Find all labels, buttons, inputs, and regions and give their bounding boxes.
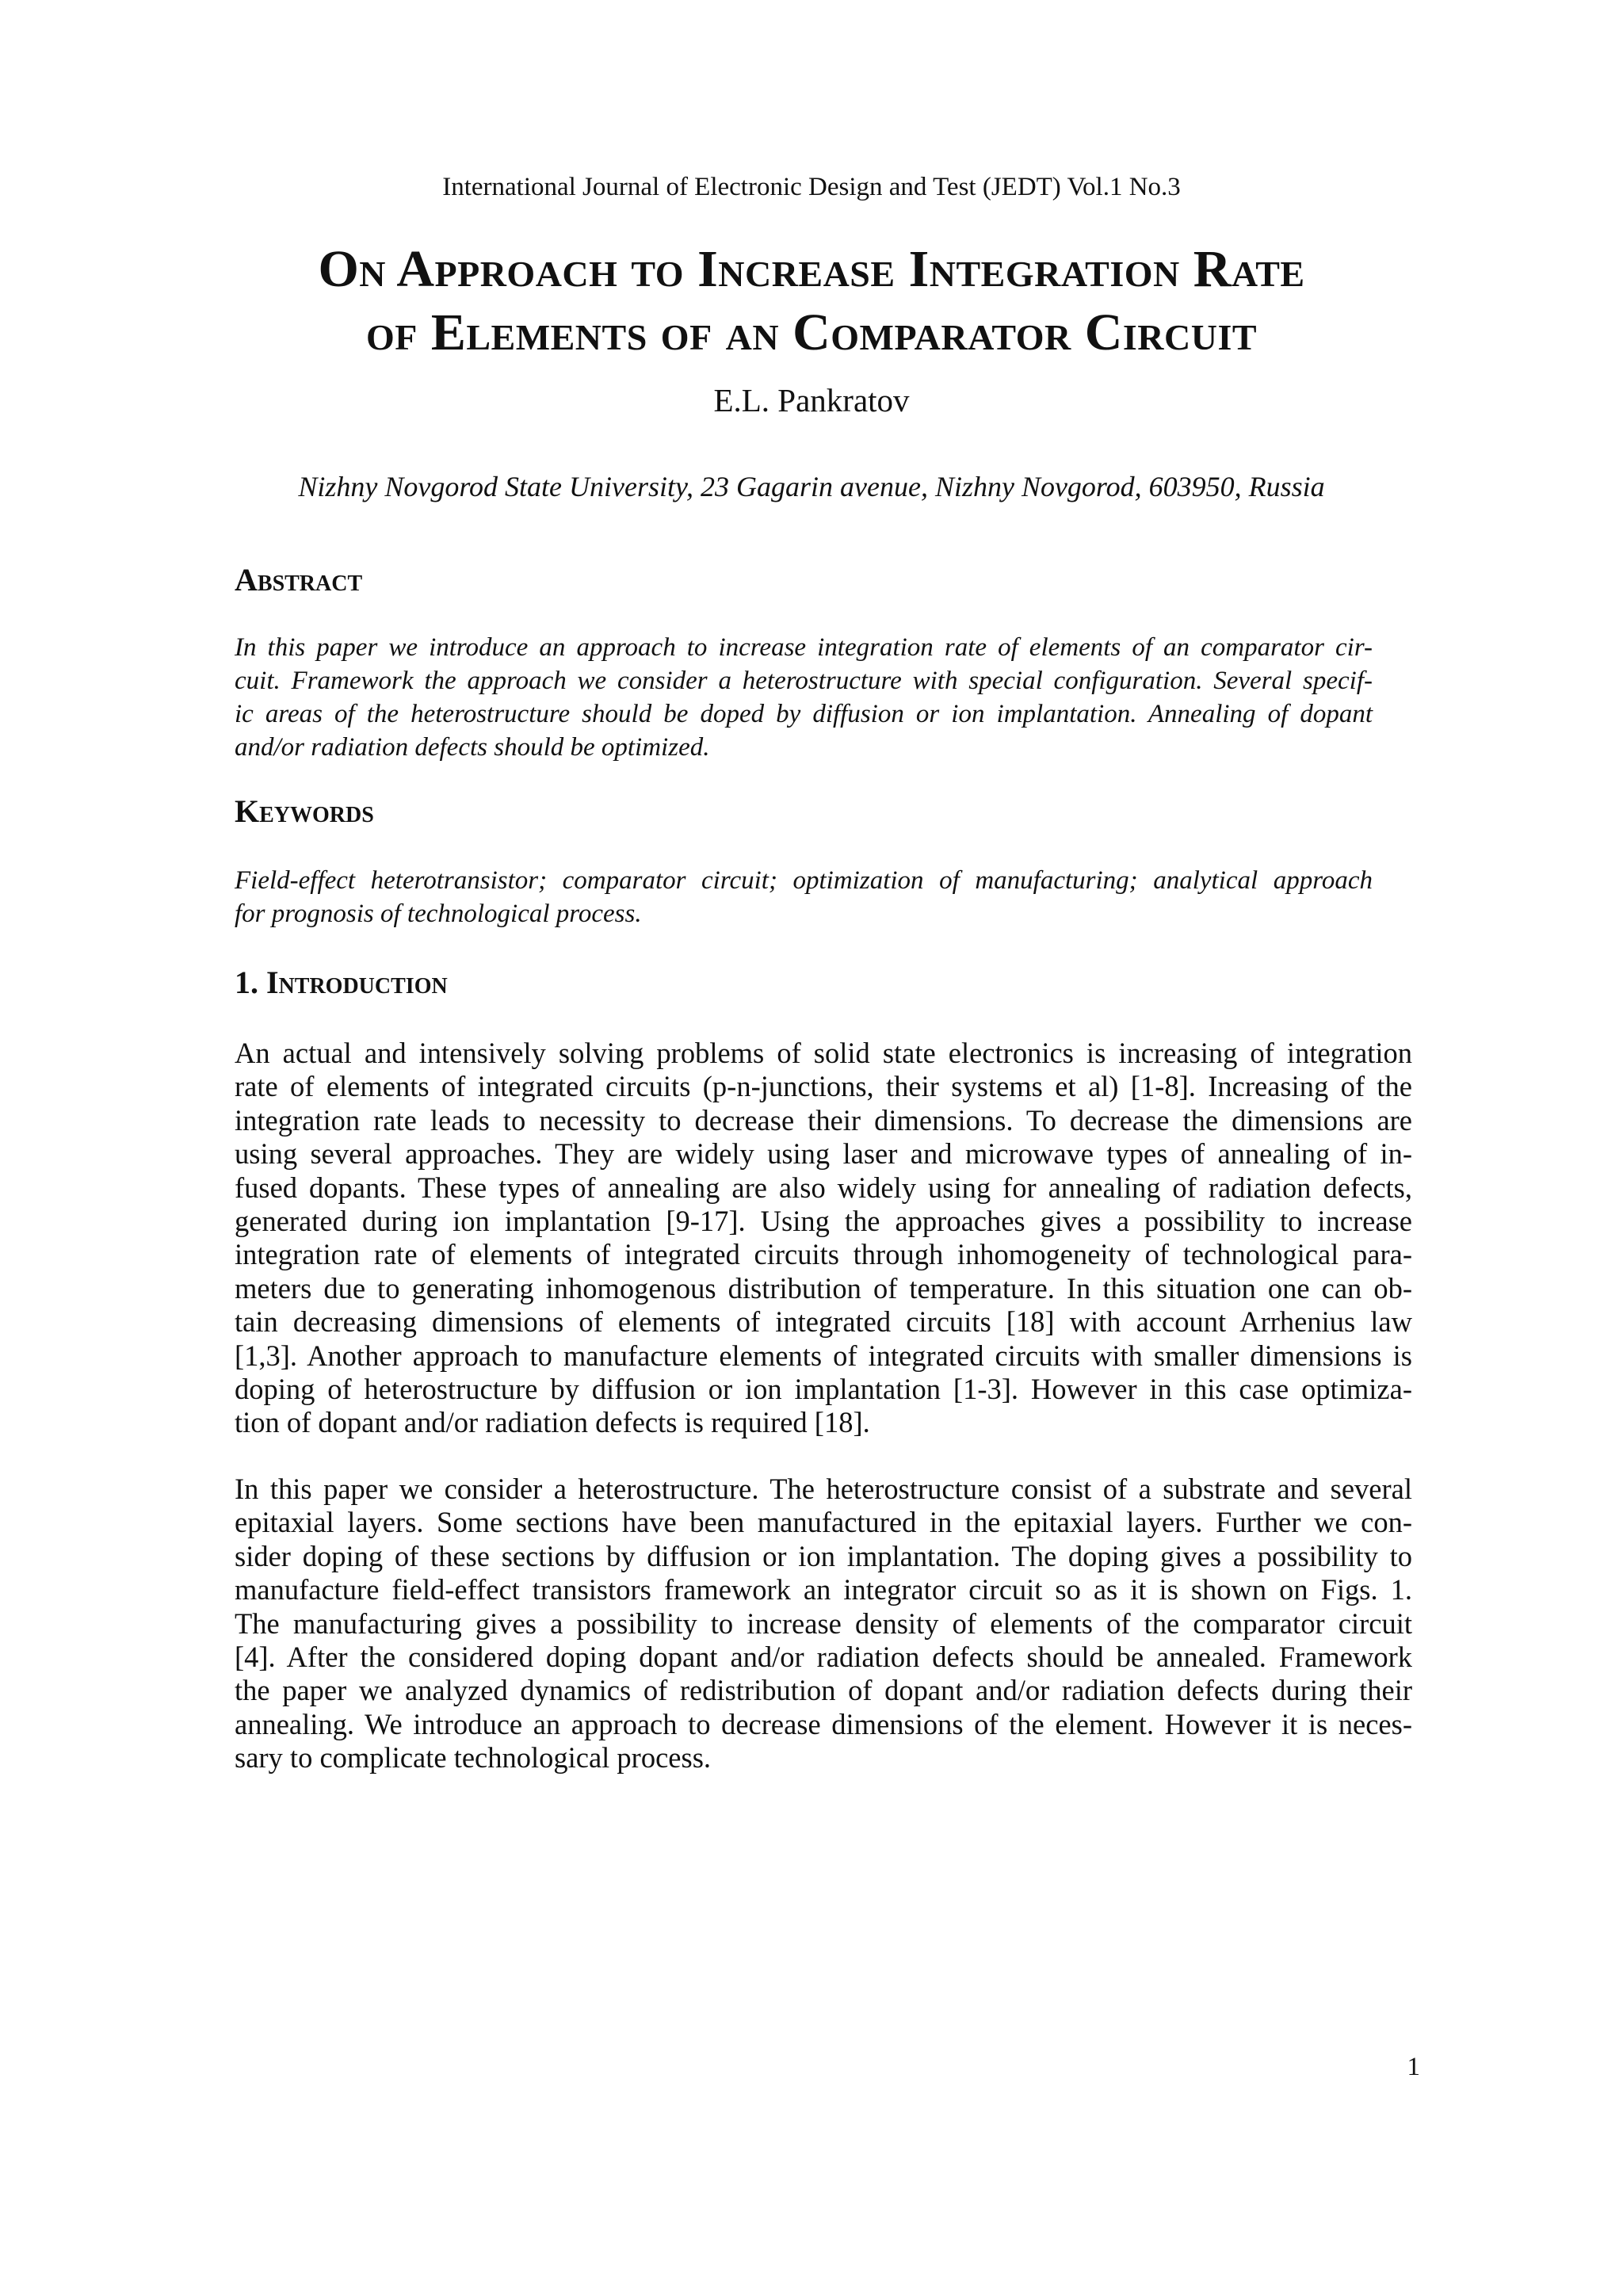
paragraph-line: tion of dopant and/or radiation defects is required [18]. [235, 1406, 870, 1439]
paper-title [119, 238, 1504, 365]
paragraph-line: tain decreasing dimensions of elements of integrated circuits [18] with account Arrhenius law [235, 1305, 1412, 1339]
abstract-line: ic areas of the heterostructure should be doped by diffusion or ion implantation. Annealing of dopant [235, 700, 1373, 728]
paragraph-line: integration rate leads to necessity to decrease their dimensions. To decrease the dimensions are [235, 1103, 1412, 1137]
paragraph-line: integration rate of elements of integrated circuits through inhomogeneity of technological para- [235, 1238, 1412, 1271]
introduction-paragraph-1 [235, 1037, 1412, 1440]
paragraph-line: the paper we analyzed dynamics of redistribution of dopant and/or radiation defects during their [235, 1674, 1412, 1707]
title-line-2: of Elements of an Comparator Circuit [365, 304, 1258, 361]
paragraph-line: [1,3]. Another approach to manufacture elements of integrated circuits with smaller dimensions is [235, 1339, 1412, 1372]
paragraph-line: fused dopants. These types of annealing are also widely using for annealing of radiation defects, [235, 1171, 1412, 1204]
paragraph-line: An actual and intensively solving problems of solid state electronics is increasing of integration [235, 1037, 1412, 1069]
paragraph-line: annealing. We introduce an approach to decrease dimensions of the element. However it is neces- [235, 1707, 1412, 1740]
abstract-heading: Abstract [235, 562, 363, 598]
paragraph-line: sider doping of these sections by diffusion or ion implantation. The doping gives a possibility to [235, 1539, 1412, 1572]
paragraph-line: manufacture field-effect transistors framework an integrator circuit so as it is shown on Figs. 1. [235, 1573, 1412, 1606]
paragraph-line: meters due to generating inhomogenous distribution of temperature. In this situation one can ob- [235, 1271, 1412, 1305]
paragraph-line: epitaxial layers. Some sections have been manufactured in the epitaxial layers. Further we con- [235, 1506, 1412, 1539]
abstract-text [235, 631, 1373, 764]
paragraph-line: sary to complicate technological process. [235, 1741, 712, 1775]
paragraph-line: using several approaches. They are widely using laser and microwave types of annealing of in- [235, 1137, 1412, 1171]
abstract-line: In this paper we introduce an approach to increase integration rate of elements of an comparator cir- [235, 633, 1373, 662]
title-line-1: On Approach to Increase Integration Rate [318, 240, 1305, 298]
abstract-line: cuit. Framework the approach we consider a heterostructure with special configuration. Several specif- [235, 667, 1373, 695]
page-number: 1 [1407, 2053, 1420, 2081]
keywords-text [235, 864, 1373, 930]
author-affiliation: Nizhny Novgorod State University, 23 Gagarin avenue, Nizhny Novgorod, 603950, Russia [298, 471, 1325, 502]
journal-running-header: International Journal of Electronic Design and Test (JEDT) Vol.1 No.3 [442, 173, 1181, 201]
author-name: E.L. Pankratov [713, 382, 910, 418]
introduction-heading: 1. Introduction [235, 965, 448, 1000]
keywords-line: for prognosis of technological process. [235, 900, 642, 928]
paragraph-line: The manufacturing gives a possibility to increase density of elements of the comparator circuit [235, 1606, 1412, 1640]
paragraph-line: doping of heterostructure by diffusion or ion implantation [1-3]. However in this case optimiza- [235, 1372, 1412, 1405]
abstract-line: and/or radiation defects should be optimized. [235, 733, 710, 762]
paragraph-line: rate of elements of integrated circuits (p-n-junctions, their systems et al) [1-8]. Increasing of the [235, 1070, 1412, 1103]
introduction-paragraph-2 [235, 1473, 1412, 1775]
paragraph-line: In this paper we consider a heterostructure. The heterostructure consist of a substrate and several [235, 1473, 1412, 1505]
keywords-heading: Keywords [235, 793, 374, 829]
paragraph-line: [4]. After the considered doping dopant and/or radiation defects should be annealed. Framework [235, 1640, 1412, 1673]
keywords-line: Field-effect heterotransistor; comparator circuit; optimization of manufacturing; analytical approach [235, 866, 1373, 895]
paragraph-line: generated during ion implantation [9-17]. Using the approaches gives a possibility to increase [235, 1204, 1412, 1237]
